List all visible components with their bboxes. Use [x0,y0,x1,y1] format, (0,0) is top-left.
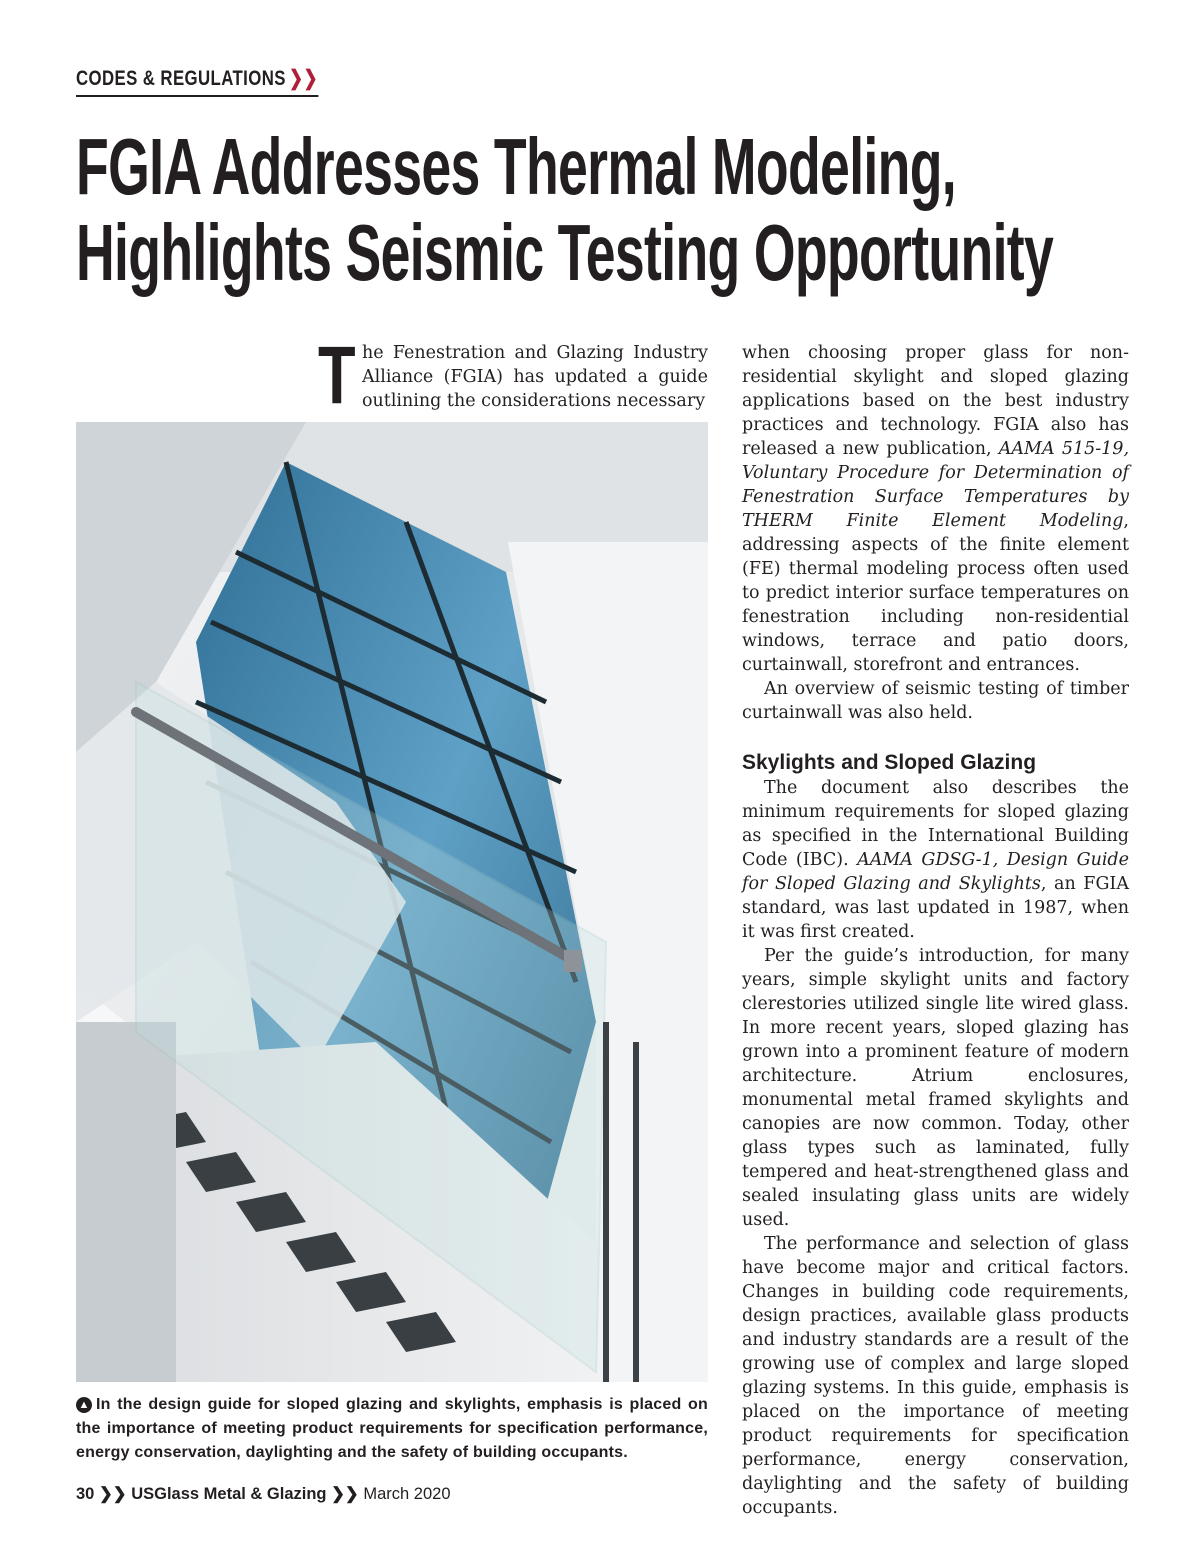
body-text: The document also describes the minimum requirements for sloped glazing as specified in the International Building Code (IBC). [742,778,1129,870]
chevron-right-icon: ❯❯ [98,1485,127,1503]
arrow-up-icon: ▲ [76,1397,92,1413]
issue-date: March 2020 [363,1485,451,1503]
page-footer [76,1484,451,1504]
article-headline [76,124,1053,296]
body-paragraph-5: The performance and selection of glass have become major and critical factors. Changes in building code requirements, design practices, available glass products and industry standards are a result of the growing use of complex and large sloped glazing systems. In this guide, emphasis is placed on the importance of meeting product requirements for specification performance, energy conservation, daylighting and the safety of building occupants. [742,1234,1129,1518]
subheading: Skylights and Sloped Glazing [742,751,1037,774]
chevron-right-icon: ❯❯ [289,67,318,90]
body-text: when choosing proper glass for non-residential skylight and sloped glazing applications based on the best industry practices and technology. FGIA also has released a new publication, [742,343,1129,459]
body-text: , addressing aspects of the finite element (FE) thermal modeling process often used to predict interior surface temperatures on fenestration including non-residential windows, terrace and patio doors, curtainwall, storefront and entrances. [742,511,1129,675]
publication-title: AAMA 515-19, Voluntary Procedure for Determination of Fenestration Surface Temperatures by THERM Finite Element Modeling [742,439,1130,531]
article-body-column [742,341,1129,1520]
headline-line-1: FGIA Addresses Thermal Modeling, [76,122,957,211]
standard-title: AAMA GDSG-1, Design Guide for Sloped Glazing and Skylights [742,850,1129,894]
caption-text: In the design guide for sloped glazing and skylights, emphasis is placed on the importance of meeting product requirements for specification performance, energy conservation, daylighting and the safety of building occupants. [76,1396,708,1461]
chevron-right-icon: ❯❯ [331,1485,359,1503]
photo-caption [76,1393,708,1465]
skylight-photo [76,422,708,1382]
body-text: , an FGIA standard, was last updated in 1987, when it was first created. [742,874,1129,942]
section-label [76,66,318,97]
skylight-illustration [76,422,708,1382]
body-paragraph-4: Per the guide’s introduction, for many years, simple skylight units and factory clerestories utilized single lite wired glass. In more recent years, sloped glazing has grown into a prominent feature of modern architecture. Atrium enclosures, monumental metal framed skylights and canopies are now common. Today, other glass types such as laminated, fully tempered and heat-strengthened glass and sealed insulating glass units are widely used. [742,946,1129,1230]
body-paragraph-1 [742,341,1129,677]
publication-name: USGlass Metal & Glazing [131,1485,327,1503]
body-paragraph-2: An overview of seismic testing of timber curtainwall was also held. [742,679,1129,723]
section-label-text: CODES & REGULATIONS [76,67,286,90]
intro-text: he Fenestration and Glazing Industry Alliance (FGIA) has updated a guide outlining the considerations necessary [362,343,708,411]
drop-cap: T [318,330,356,421]
intro-paragraph [318,330,708,421]
headline-line-2: Highlights Seismic Testing Opportunity [76,208,1054,297]
body-paragraph-3 [742,776,1129,944]
page-number: 30 [76,1485,95,1503]
